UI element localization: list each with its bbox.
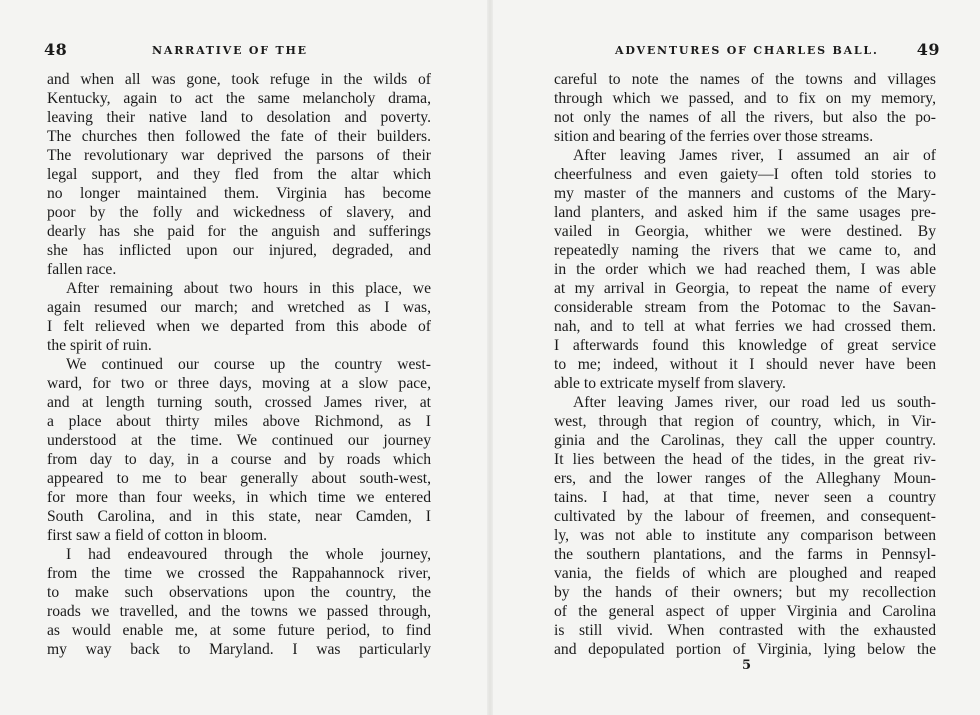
text-line: a place about thirty miles above Richmond, as I (47, 413, 431, 430)
text-line: After remaining about two hours in this place, we (66, 280, 431, 297)
text-line: not only the names of all the rivers, but also the po- (554, 109, 936, 126)
text-line: It lies between the head of the tides, in the great riv- (554, 451, 936, 468)
text-line: west, through that region of country, which, in Vir- (554, 413, 936, 430)
left-page-number: 48 (44, 40, 68, 59)
text-line: is still vivid. When contrasted with the exhausted (554, 622, 936, 639)
text-line: from day to day, in a course and by roads which (47, 451, 431, 468)
right-page-text (554, 70, 936, 659)
text-line: and depopulated portion of Virginia, lying below the (554, 641, 936, 658)
text-line: by the hands of their owners; but my recollection (554, 584, 936, 601)
text-line: I had endeavoured through the whole journey, (66, 546, 431, 563)
text-line: as would enable me, at some future period, to find (47, 622, 431, 639)
text-line: through which we passed, and to fix on my memory, (554, 90, 936, 107)
text-line: ly, was not able to institute any comparison between (554, 527, 936, 544)
text-line: We continued our course up the country west- (66, 356, 431, 373)
text-line: and at length turning south, crossed James river, at (47, 394, 431, 411)
text-line: to make such observations upon the country, the (47, 584, 431, 601)
text-line: nah, and to tell at what ferries we had crossed them. (554, 318, 936, 335)
text-line: sition and bearing of the ferries over those streams. (554, 128, 874, 145)
text-line: land planters, and asked him if the same usages pre- (554, 204, 936, 221)
right-page (490, 0, 980, 715)
text-line: and when all was gone, took refuge in the wilds of (47, 71, 431, 88)
text-line: repeatedly naming the rivers that we came to, and (554, 242, 936, 259)
text-line: Kentucky, again to act the same melancholy drama, (47, 90, 431, 107)
text-line: South Carolina, and in this state, near Camden, I (47, 508, 431, 525)
right-running-head: ADVENTURES OF CHARLES BALL. (615, 44, 879, 57)
text-line: understood at the time. We continued our journey (47, 432, 431, 449)
text-line: fallen race. (47, 261, 117, 278)
text-line: vailed in Georgia, whither we were destined. By (554, 223, 936, 240)
text-line: dearly has she paid for the anguish and sufferings (47, 223, 431, 240)
text-line: at my arrival in Georgia, to repeat the name of every (554, 280, 936, 297)
text-line: cheerfulness and even gaiety—I often told stories to (554, 166, 936, 183)
text-line: first saw a field of cotton in bloom. (47, 527, 268, 544)
text-line: roads we travelled, and the towns we passed through, (47, 603, 431, 620)
text-line: again resumed our march; and wretched as I was, (47, 299, 431, 316)
text-line: The churches then followed the fate of their builders. (47, 128, 431, 145)
text-line: cultivated by the labour of freemen, and consequent- (554, 508, 936, 525)
text-line: legal support, and they fled from the altar which (47, 166, 431, 183)
left-page-text (47, 70, 431, 659)
text-line: my way back to Maryland. I was particularly (47, 641, 431, 658)
text-line: appeared to me to bear generally about south-west, (47, 470, 431, 487)
text-line: she has inflicted upon our injured, degraded, and (47, 242, 431, 259)
text-line: in the order which we had reached them, I was able (554, 261, 936, 278)
text-line: poor by the folly and wickedness of slavery, and (47, 204, 431, 221)
text-line: ers, and the lower ranges of the Alleghany Moun- (554, 470, 936, 487)
text-line: the southern plantations, and the farms in Pennsyl- (554, 546, 936, 563)
signature-mark: 5 (742, 658, 752, 673)
text-line: The revolutionary war deprived the parsons of their (47, 147, 431, 164)
text-line: tains. I had, at that time, never seen a country (554, 489, 936, 506)
text-line: my master of the manners and customs of the Mary- (554, 185, 936, 202)
text-line: careful to note the names of the towns and villages (554, 71, 936, 88)
text-line: I afterwards found this knowledge of great service (554, 337, 936, 354)
left-page-header (44, 40, 434, 62)
text-line: from the time we crossed the Rappahannock river, (47, 565, 431, 582)
text-line: considerable stream from the Potomac to the Savan- (554, 299, 936, 316)
text-line: no longer maintained them. Virginia has become (47, 185, 431, 202)
text-line: able to extricate myself from slavery. (554, 375, 786, 392)
left-running-head: NARRATIVE OF THE (152, 44, 308, 57)
text-line: After leaving James river, our road led us south- (573, 394, 936, 411)
right-page-number: 49 (916, 40, 940, 59)
text-line: ward, for two or three days, moving at a slow pace, (47, 375, 431, 392)
text-line: vania, the fields of which are ploughed and reaped (554, 565, 936, 582)
text-line: I felt relieved when we departed from this abode of (47, 318, 431, 335)
right-page-header (555, 40, 940, 62)
text-line: the spirit of ruin. (47, 337, 152, 354)
text-line: ginia and the Carolinas, they call the upper country. (554, 432, 936, 449)
text-line: leaving their native land to desolation and poverty. (47, 109, 431, 126)
text-line: for more than four weeks, in which time we entered (47, 489, 431, 506)
text-line: to me; indeed, without it I should never have been (554, 356, 936, 373)
text-line: After leaving James river, I assumed an air of (573, 147, 936, 164)
text-line: of the general aspect of upper Virginia and Carolina (554, 603, 936, 620)
